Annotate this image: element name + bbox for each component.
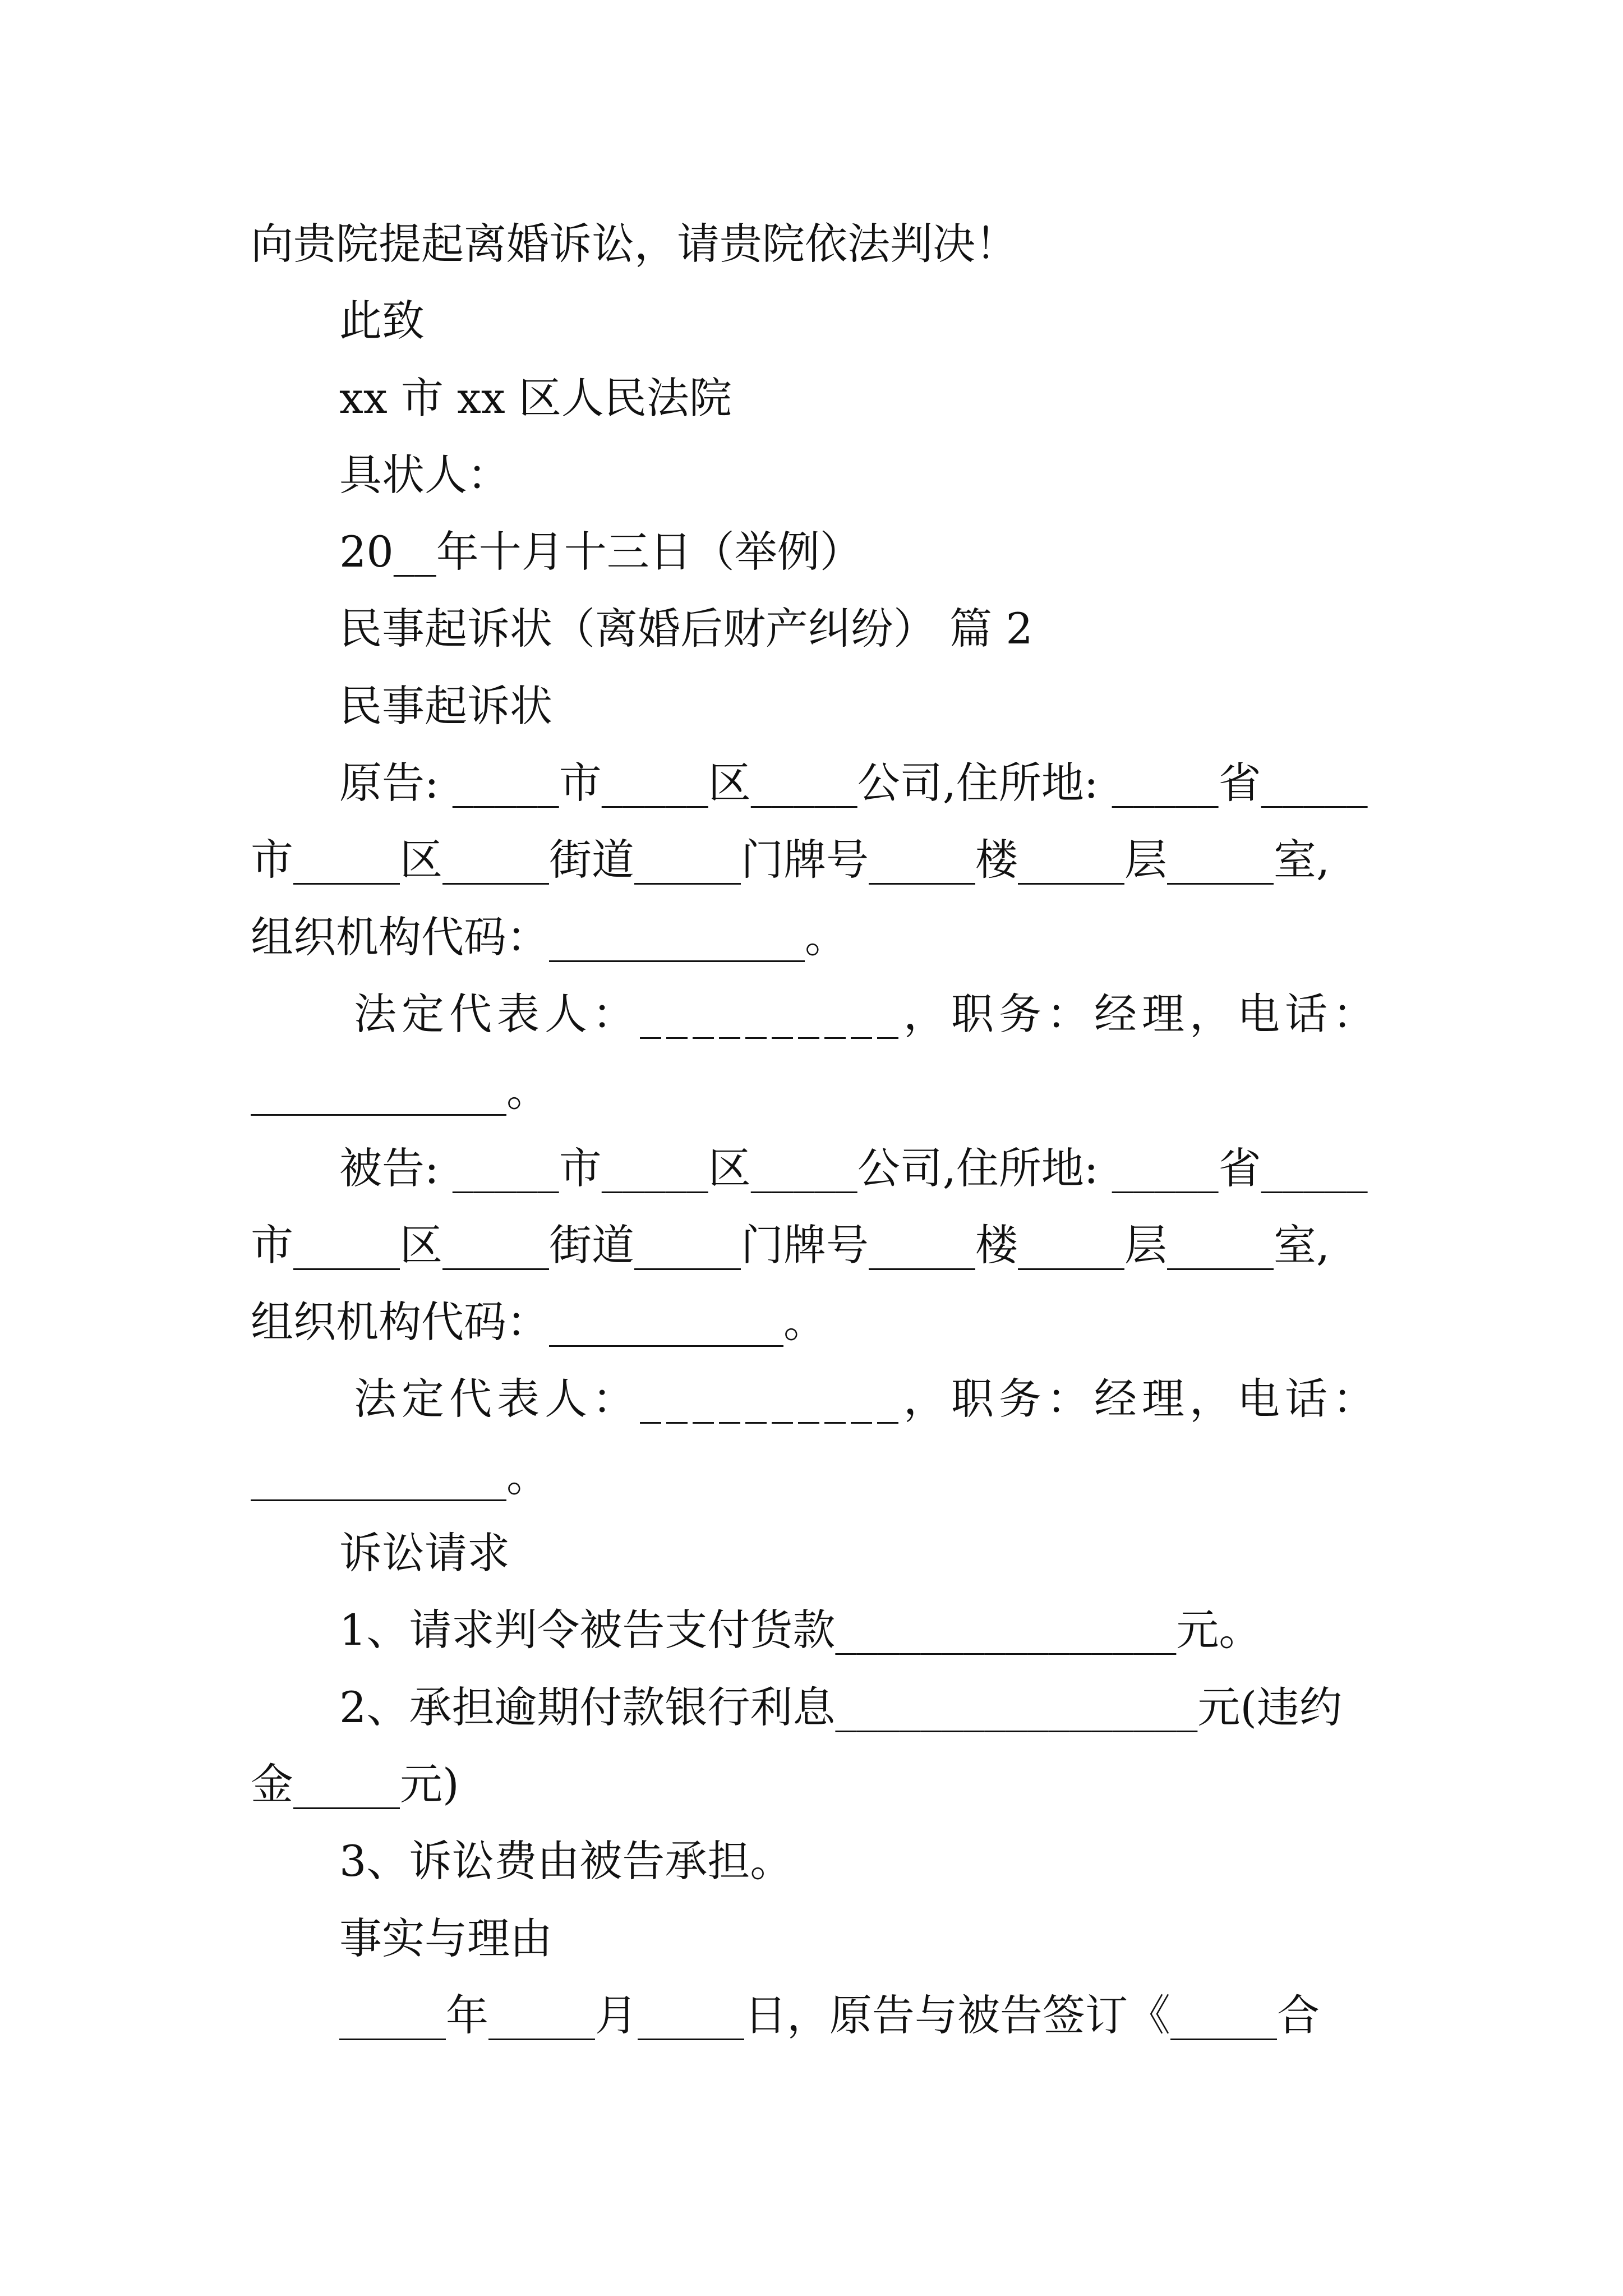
- closing-line: 向贵院提起离婚诉讼，请贵院依法判决！: [251, 219, 1018, 269]
- claim-line: 金_____元): [251, 1759, 459, 1809]
- defendant-line: 组织机构代码：___________。: [251, 1297, 826, 1347]
- plaintiff-line: 组织机构代码：____________。: [251, 912, 847, 962]
- claims-heading: 诉讼请求: [339, 1528, 510, 1579]
- facts-heading: 事实与理由: [339, 1913, 552, 1963]
- salutation: 此致: [339, 296, 425, 346]
- defendant-representative-line: 法定代表人：__________，职务：经理，电话：: [354, 1374, 1380, 1424]
- signer-label: 具状人：: [339, 449, 510, 500]
- addressee: xx 市 xx 区人民法院: [339, 372, 732, 423]
- plaintiff-representative-line: 法定代表人：__________，职务：经理，电话：: [354, 988, 1380, 1039]
- defendant-line: 市_____区_____街道_____门牌号_____楼_____层_____室,: [251, 1220, 1330, 1270]
- claim-line: 2、承担逾期付款银行利息_________________元(违约: [339, 1682, 1343, 1732]
- section-title: 民事起诉状（离婚后财产纠纷） 篇 2: [339, 604, 1033, 654]
- document-title: 民事起诉状: [339, 680, 552, 731]
- claim-line: 3、诉讼费由被告承担。: [339, 1836, 793, 1887]
- defendant-line: 被告: _____市_____区_____公司,住所地: _____省_____: [339, 1143, 1368, 1193]
- plaintiff-line: 原告: _____市_____区_____公司,住所地: _____省_____: [339, 758, 1368, 808]
- filing-date: 20__年十月十三日（举例）: [339, 527, 863, 577]
- document-body: [0, 205, 1623, 2054]
- facts-line: _____年_____月_____日，原告与被告签订《_____合: [339, 1990, 1320, 2040]
- plaintiff-line: 市_____区_____街道_____门牌号_____楼_____层_____室,: [251, 835, 1330, 885]
- claim-line: 1、请求判令被告支付货款________________元。: [339, 1605, 1262, 1655]
- defendant-representative-line: ____________。: [251, 1451, 549, 1501]
- plaintiff-representative-line: ____________。: [251, 1066, 549, 1116]
